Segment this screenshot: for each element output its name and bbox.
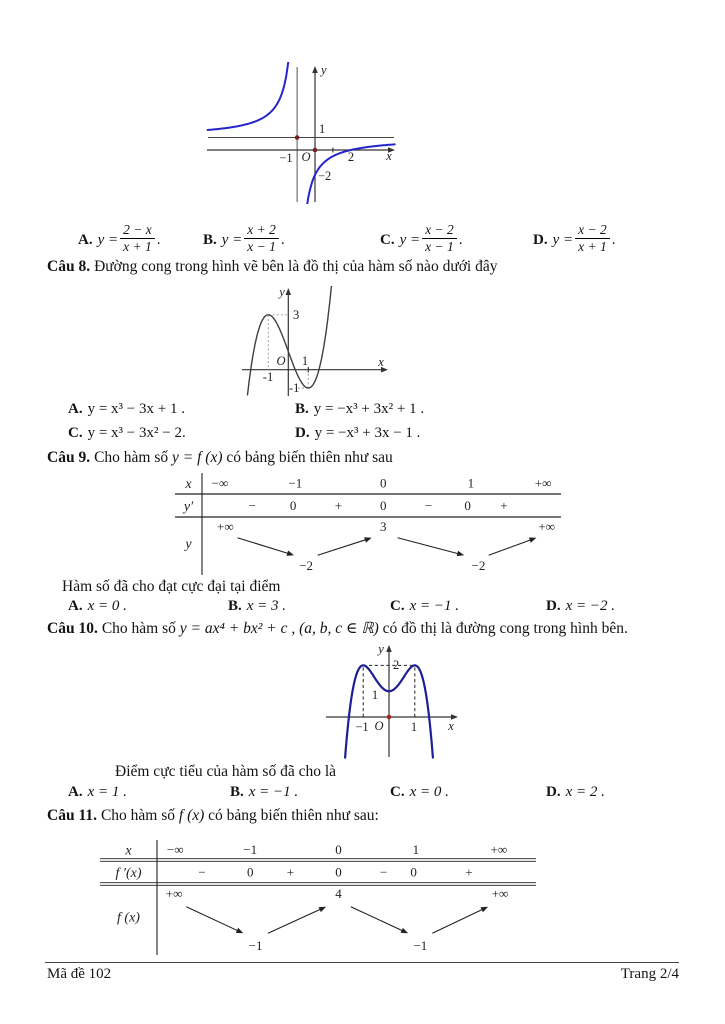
fraction: $\frac{x - 2}{x + 1}$ [575,222,610,255]
svg-text:+∞: +∞ [490,842,508,857]
option-text: x = −1 . [409,598,459,614]
q10-option-b [230,784,298,801]
q10-label: Câu 10. [47,620,98,637]
option-text: x = −2 . [565,598,615,614]
svg-text:x: x [185,477,192,492]
q9-option-c [390,598,459,615]
q8-option-b [295,401,424,418]
svg-text:−: − [424,498,433,513]
q10-heading [47,619,628,638]
option-letter: B. [228,598,242,614]
q9-pre: Cho hàm số [94,449,173,466]
option-tail: . [458,231,463,248]
option-text: x = 0 . [409,784,449,800]
svg-text:0: 0 [246,864,254,880]
svg-text:1: 1 [301,354,309,368]
svg-text:0: 0 [335,842,342,857]
svg-text:+∞: +∞ [534,475,552,491]
svg-text:+∞: +∞ [491,886,509,901]
q8-heading [47,258,497,276]
svg-text:−2: −2 [318,169,332,183]
q9-math: y = f (x) [172,449,223,466]
q10-option-c [390,784,449,801]
option-text: y = −x³ + 3x − 1 . [314,425,421,441]
svg-text:y′: y′ [183,499,194,515]
q8-option-c [68,425,186,442]
option-letter: B. [203,231,217,248]
svg-text:0: 0 [380,498,387,513]
svg-text:O: O [276,354,286,368]
fraction: $\frac{2 - x}{x + 1}$ [120,222,155,255]
q9-option-a [68,598,127,615]
svg-text:-1: -1 [289,381,300,395]
option-text: x = 0 . [87,598,127,614]
q7-option-a [78,222,160,259]
option-lead: y = [97,231,119,248]
svg-text:−: − [248,498,256,513]
option-letter: A. [68,401,83,417]
q10-subtext: Điểm cực tiểu của hàm số đã cho là [115,763,337,780]
svg-text:0: 0 [464,498,471,513]
svg-text:+: + [465,864,473,880]
q10-option-a [68,784,127,801]
q9-option-b [228,598,286,615]
svg-text:x: x [386,149,392,163]
svg-text:−: − [198,864,206,880]
svg-text:−1: −1 [288,475,303,491]
option-letter: A. [68,598,83,614]
svg-text:O: O [374,719,384,733]
option-text: x = 2 . [565,784,605,800]
q7-option-c [380,222,462,259]
svg-text:x: x [378,355,384,369]
svg-text:−∞: −∞ [166,842,184,857]
option-text: x = −1 . [248,784,299,800]
q11-heading [47,807,379,825]
svg-text:1: 1 [410,720,418,734]
q7-option-b [203,222,285,259]
q9-subtext: Hàm số đã cho đạt cực đại tại điểm [62,578,281,595]
footer-divider [45,962,679,963]
svg-text:x: x [448,719,454,733]
svg-text:−1: −1 [279,151,293,165]
svg-text:−1: −1 [355,720,369,734]
svg-text:0: 0 [380,475,387,491]
svg-text:+∞: +∞ [538,519,555,534]
q8-label: Câu 8. [47,258,91,275]
q10-option-d [546,784,605,801]
q9-post: có bảng biến thiên như sau [222,449,393,466]
svg-text:3: 3 [380,519,387,534]
q10-function-graph [320,643,460,761]
q10-post: có đồ thị là đường cong trong hình bên. [378,620,628,637]
svg-text:0: 0 [289,498,297,513]
q9-option-d [546,598,615,615]
option-letter: A. [68,784,83,800]
svg-text:−: − [379,864,388,880]
svg-text:y: y [185,537,192,552]
footer-page-number: Trang 2/4 [620,966,679,982]
svg-text:−2: −2 [299,558,314,573]
option-letter: D. [546,598,561,614]
svg-text:2: 2 [393,658,400,672]
q8-option-d [295,425,420,442]
q8-option-a [68,401,185,418]
option-text: x = 3 . [246,598,287,614]
q11-label: Câu 11. [47,807,97,824]
svg-text:2: 2 [347,150,355,164]
option-lead: y = [221,231,243,248]
svg-text:1: 1 [319,122,326,136]
fraction: $\frac{x - 2}{x - 1}$ [422,222,457,255]
option-letter: D. [533,231,548,248]
option-lead: y = [399,231,421,248]
svg-text:+∞: +∞ [165,886,183,901]
option-text: y = x³ − 3x + 1 . [87,401,185,417]
q10-pre: Cho hàm số [101,620,180,637]
svg-text:-1: -1 [262,370,274,384]
svg-text:y: y [279,286,285,299]
svg-text:1: 1 [467,475,475,491]
fraction: $\frac{x + 2}{x - 1}$ [244,222,279,255]
option-tail: . [611,231,616,248]
svg-text:O: O [301,150,311,164]
option-letter: C. [380,231,395,248]
q11-post: có bảng biến thiên như sau: [204,807,379,824]
svg-text:−1: −1 [243,842,258,857]
option-text: y = x³ − 3x² − 2. [87,425,186,441]
q9-label: Câu 9. [47,449,91,466]
svg-text:−∞: −∞ [211,475,229,491]
svg-text:f ′(x): f ′(x) [115,866,142,881]
svg-text:−1: −1 [413,938,428,953]
svg-text:+: + [500,498,508,513]
q10-math: y = ax⁴ + bx² + c , (a, b, c ∈ ℝ) [179,620,379,637]
q11-variation-table [100,839,536,955]
svg-text:+: + [334,498,343,513]
option-letter: C. [390,784,405,800]
svg-text:4: 4 [335,886,342,901]
option-letter: D. [295,425,310,441]
q8-function-graph [238,286,390,398]
option-text: x = 1 . [87,784,127,800]
option-letter: D. [546,784,561,800]
svg-text:0: 0 [335,864,342,880]
q11-math: f (x) [178,807,205,824]
svg-text:+∞: +∞ [217,519,234,534]
option-letter: A. [78,231,93,248]
svg-text:1: 1 [412,842,420,857]
option-tail: . [280,231,285,248]
q11-pre: Cho hàm số [100,807,179,824]
svg-text:f (x): f (x) [117,910,140,926]
option-text: y = −x³ + 3x² + 1 . [313,401,425,417]
svg-text:y: y [321,63,327,77]
svg-text:−2: −2 [471,558,486,573]
svg-text:y: y [378,643,384,656]
option-tail: . [156,231,161,248]
footer-exam-code: Mã đề 102 [47,966,112,982]
option-letter: C. [68,425,83,441]
q9-heading [47,449,393,467]
svg-text:x: x [125,843,132,859]
option-letter: B. [295,401,309,417]
svg-text:1: 1 [371,688,379,702]
svg-text:3: 3 [293,308,300,322]
svg-text:0: 0 [410,864,417,880]
q7-function-graph [205,62,397,204]
option-letter: C. [390,598,405,614]
option-lead: y = [552,231,574,248]
q8-text: Đường cong trong hình vẽ bên là đồ thị của hàm số nào dưới đây [94,258,498,275]
svg-text:−1: −1 [248,938,263,953]
option-letter: B. [230,784,244,800]
q9-variation-table [175,472,561,575]
svg-text:+: + [286,864,295,880]
q7-option-d [533,222,615,259]
